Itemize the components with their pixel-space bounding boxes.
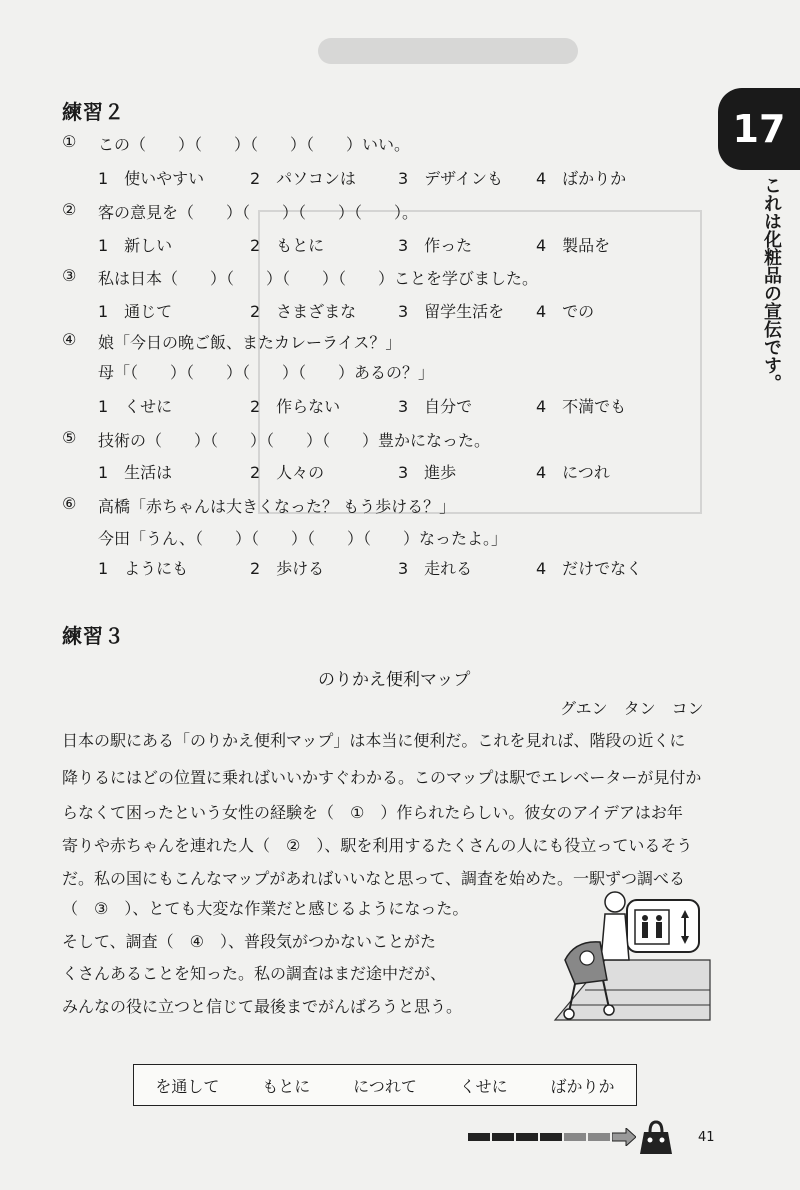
option: 2 作らない: [250, 397, 341, 416]
word-choice: くせに: [459, 1076, 508, 1096]
option: 1 生活は: [98, 463, 173, 482]
question-line: 高橋「赤ちゃんは大きくなった？ もう歩ける？」: [98, 497, 456, 516]
word-choice: もとに: [262, 1076, 311, 1096]
question-line: 客の意見を（ ）（ ）（ ）（ ）。: [98, 203, 419, 222]
option: 3 走れる: [398, 559, 473, 578]
option: 4 ばかりか: [536, 169, 627, 188]
chapter-tab: [718, 88, 800, 170]
option: 2 人々の: [250, 463, 325, 482]
option: 4 だけでなく: [536, 559, 643, 578]
word-choice: を通して: [155, 1076, 220, 1096]
option: 3 進歩: [398, 463, 457, 482]
question-line: この（ ）（ ）（ ）（ ）いい。: [98, 135, 411, 154]
option: 3 デザインも: [398, 169, 504, 188]
option: 3 自分で: [398, 397, 473, 416]
progress-segment: [468, 1133, 490, 1141]
word-choice-box: [133, 1064, 637, 1106]
bag-icon: [636, 1118, 676, 1158]
stroller-elevator-illustration: [545, 880, 715, 1030]
item-number: ③: [62, 266, 77, 285]
essay-author: グエン タン コン: [560, 699, 704, 718]
progress-segment: [516, 1133, 538, 1141]
option: 1 新しい: [98, 236, 173, 255]
option: 3 留学生活を: [398, 302, 505, 321]
word-choice: につれて: [353, 1076, 417, 1096]
question-line: 私は日本（ ）（ ）（ ）（ ）ことを学びました。: [98, 269, 539, 288]
option: 4 につれ: [536, 463, 610, 482]
progress-segment: [540, 1133, 562, 1141]
option: 1 使いやすい: [98, 169, 205, 188]
question-line: 母「（ ）（ ）（ ）（ ）あるの？」: [98, 363, 435, 382]
option: 2 パソコンは: [250, 169, 356, 188]
option: 1 ようにも: [98, 559, 189, 578]
essay-line: だ。私の国にもこんなマップがあればいいなと思って、調査を始めた。一駅ずつ調べる: [62, 869, 686, 888]
option: 1 くせに: [98, 397, 173, 416]
item-number: ②: [62, 200, 77, 219]
question-line: 娘「今日の晩ご飯、またカレーライス？」: [98, 333, 402, 352]
progress-segment: [492, 1133, 514, 1141]
word-choice: ばかりか: [550, 1076, 615, 1096]
essay-line: くさんあることを知った。私の調査はまだ途中だが、: [62, 964, 447, 983]
option: 4 での: [536, 302, 595, 321]
chapter-number: 17: [732, 107, 786, 151]
essay-line: 日本の駅にある「のりかえ便利マップ」は本当に便利だ。これを見れば、階段の近くに: [62, 731, 686, 750]
exercise-3-title: 練習３: [62, 624, 125, 648]
option: 2 歩ける: [250, 559, 325, 578]
essay-line: （ ③ ）、とても大変な作業だと感じるようになった。: [62, 899, 469, 918]
essay-line: らなくて困ったという女性の経験を（ ① ）作られたらしい。彼女のアイデアはお年: [62, 803, 683, 822]
option: 4 製品を: [536, 236, 611, 255]
option: 2 もとに: [250, 236, 325, 255]
item-number: ①: [62, 132, 77, 151]
progress-segment: [588, 1133, 610, 1141]
item-number: ⑤: [62, 428, 77, 447]
progress-segment: [564, 1133, 586, 1141]
item-number: ⑥: [62, 494, 77, 513]
essay-title: のりかえ便利マップ: [318, 670, 471, 690]
arrow-icon: [612, 1128, 636, 1146]
question-line: 今田「うん、（ ）（ ）（ ）（ ）なったよ。」: [98, 529, 507, 548]
chapter-side-title: これは化粧品の宣伝です。: [761, 176, 782, 392]
exercise-2-title: 練習２: [62, 100, 125, 124]
item-number: ④: [62, 330, 77, 349]
option: 2 さまざまな: [250, 302, 357, 321]
option: 1 通じて: [98, 302, 173, 321]
essay-line: 降りるにはどの位置に乗ればいいかすぐわかる。このマップは駅でエレベーターが見付か: [62, 768, 702, 787]
option: 4 不満でも: [536, 397, 627, 416]
essay-line: みんなの役に立つと信じて最後までがんばろうと思う。: [62, 997, 463, 1016]
question-line: 技術の（ ）（ ）（ ）（ ）豊かになった。: [98, 431, 491, 450]
essay-line: 寄りや赤ちゃんを連れた人（ ② ）、駅を利用するたくさんの人にも役立っているそう: [62, 836, 693, 855]
essay-line: そして、調査（ ④ ）、普段気がつかないことがた: [62, 932, 437, 951]
bleed-through-top: [318, 38, 578, 64]
page-number: 41: [698, 1130, 715, 1145]
option: 3 作った: [398, 236, 473, 255]
